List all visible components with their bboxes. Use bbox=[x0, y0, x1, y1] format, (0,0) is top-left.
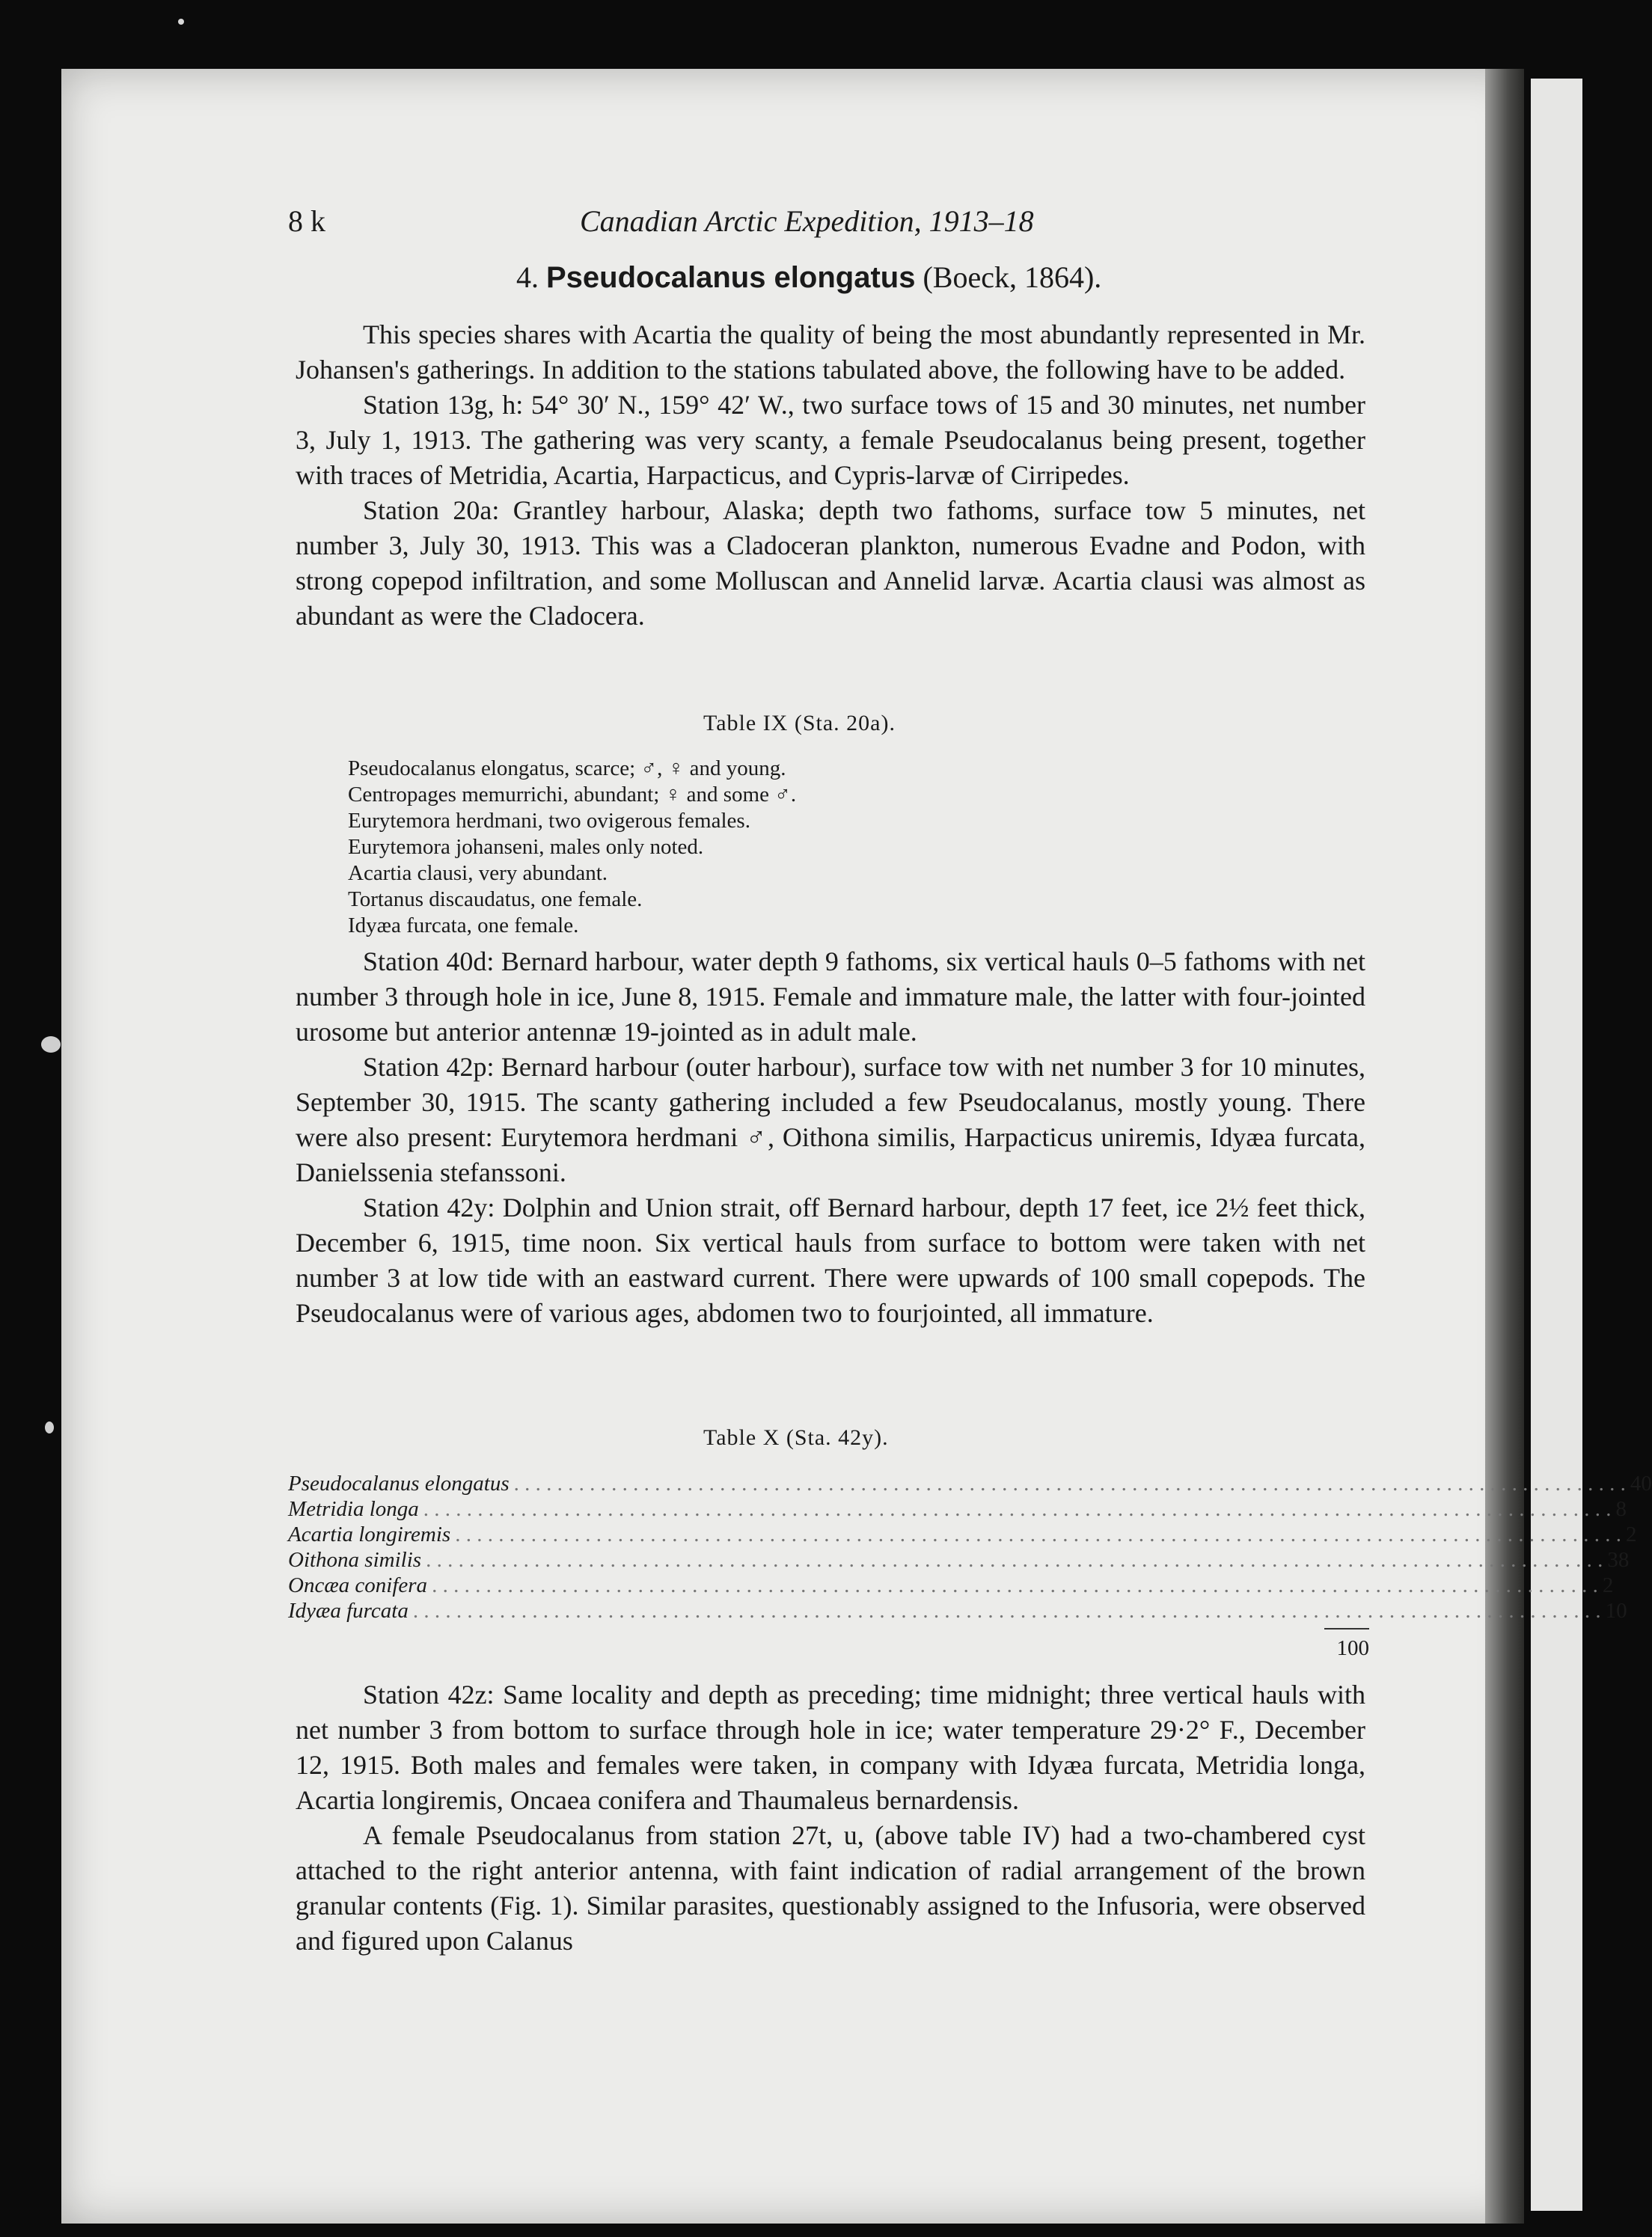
species-name: Pseudocalanus elongatus bbox=[288, 1472, 510, 1496]
table-ix-line: Idyæa furcata, one female. bbox=[348, 914, 579, 937]
scan-speck bbox=[178, 19, 184, 25]
table-ix-line: Tortanus discaudatus, one female. bbox=[348, 887, 643, 911]
table-x-row bbox=[288, 1522, 1637, 1547]
leader-dots: . . . . . . . . . . . . . . . . . . . . . . . . . . . . . . . . . . . . . . . . . . . . . . . . . . . . . . . . . . . . . . . . . . . . . . . . . . . . . . . . . . . . . . . . . . . . . . . . . . . . . . . . . . . . . bbox=[426, 1548, 1603, 1572]
table-ix bbox=[348, 756, 796, 939]
leader-dots: . . . . . . . . . . . . . . . . . . . . . . . . . . . . . . . . . . . . . . . . . . . . . . . . . . . . . . . . . . . . . . . . . . . . . . . . . . . . . . . . . . . . . . . . . . . . . . . . . . . . . . . . . . . . . . bbox=[423, 1497, 1612, 1521]
page-edge-shadow bbox=[1485, 69, 1524, 2224]
count-value: 2 bbox=[1625, 1523, 1637, 1546]
species-name: Oncæa conifera bbox=[288, 1573, 428, 1597]
paragraph: Station 42y: Dolphin and Union strait, off Bernard harbour, depth 17 feet, ice 2½ feet thick, December 6, 1915, time noon. Six vertical hauls from surface to bottom were taken with net number 3 at low tide with an eastward current. There were upwards of 100 small copepods. The Pseudocalanus were of various ages, abdomen two to fourjointed, all immature. bbox=[296, 1193, 1365, 1328]
paragraph: Station 42z: Same locality and depth as preceding; time midnight; three vertical hauls with net number 3 from bottom to surface through hole in ice; water temperature 29·2° F., December 12, 1915. Both males and females were taken, in company with Idyæa furcata, Metridia longa, Acartia longiremis, Oncaea conifera and Thaumaleus bernardensis. bbox=[296, 1680, 1365, 1815]
table-x-row bbox=[288, 1471, 1652, 1496]
table-x-row bbox=[288, 1496, 1627, 1522]
section-authority: (Boeck, 1864). bbox=[923, 260, 1102, 294]
leader-dots: . . . . . . . . . . . . . . . . . . . . . . . . . . . . . . . . . . . . . . . . . . . . . . . . . . . . . . . . . . . . . . . . . . . . . . . . . . . . . . . . . . . . . . . . . . . . . . . . . . . . . . . bbox=[513, 1472, 1626, 1496]
sum-rule bbox=[1324, 1628, 1369, 1629]
table-x-caption: Table X (Sta. 42y). bbox=[703, 1425, 889, 1450]
paragraph: Station 20a: Grantley harbour, Alaska; depth two fathoms, surface tow 5 minutes, net number 3, July 30, 1913. This was a Cladoceran plankton, numerous Evadne and Podon, with strong copepod infiltration, and some Molluscan and Annelid larvæ. Acartia clausi was almost as abundant as were the Cladocera. bbox=[296, 495, 1365, 631]
paragraph: Station 13g, h: 54° 30′ N., 159° 42′ W., two surface tows of 15 and 30 minutes, net number 3, July 1, 1913. The gathering was very scanty, a female Pseudocalanus being present, together with traces of Metridia, Acartia, Harpacticus, and Cypris-larvæ of Cirripedes. bbox=[296, 390, 1365, 490]
section-heading bbox=[516, 260, 1101, 295]
running-title: Canadian Arctic Expedition, 1913–18 bbox=[580, 204, 1034, 238]
species-name: Oithona similis bbox=[288, 1548, 422, 1572]
count-value: 8 bbox=[1615, 1497, 1627, 1521]
page-number: 8 k bbox=[288, 204, 325, 238]
table-x-row bbox=[288, 1547, 1630, 1573]
body-text-block-1 bbox=[296, 317, 1365, 634]
table-x bbox=[288, 1471, 1652, 1661]
scan-speck bbox=[45, 1422, 54, 1433]
table-ix-line: Pseudocalanus elongatus, scarce; ♂, ♀ and young. bbox=[348, 756, 786, 780]
table-ix-line: Acartia clausi, very abundant. bbox=[348, 861, 608, 885]
paragraph: This species shares with Acartia the quality of being the most abundantly represented in Mr. Johansen's gatherings. In addition to the stations tabulated above, the following have to be added. bbox=[296, 319, 1365, 385]
species-name: Acartia longiremis bbox=[288, 1523, 451, 1546]
page-header bbox=[288, 203, 1362, 241]
table-ix-line: Centropages memurrichi, abundant; ♀ and some ♂. bbox=[348, 783, 797, 807]
species-name: Idyæa furcata bbox=[288, 1599, 409, 1623]
count-value: 38 bbox=[1607, 1548, 1630, 1572]
paragraph: Station 40d: Bernard harbour, water depth 9 fathoms, six vertical hauls 0–5 fathoms with net number 3 through hole in ice, June 8, 1915. Female and immature male, the latter with four-jointed urosome but anterior antennæ 19-jointed as in adult male. bbox=[296, 946, 1365, 1047]
table-ix-line: Eurytemora herdmani, two ovigerous females. bbox=[348, 809, 750, 833]
table-x-row bbox=[288, 1573, 1614, 1598]
table-ix-caption: Table IX (Sta. 20a). bbox=[703, 711, 896, 735]
leader-dots: . . . . . . . . . . . . . . . . . . . . . . . . . . . . . . . . . . . . . . . . . . . . . . . . . . . . . . . . . . . . . . . . . . . . . . . . . . . . . . . . . . . . . . . . . . . . . . . . . . . . . . . . . . . . . . bbox=[412, 1599, 1601, 1623]
count-value: 40 bbox=[1630, 1472, 1652, 1496]
scan-speck bbox=[41, 1036, 61, 1053]
table-x-row bbox=[288, 1598, 1627, 1624]
species-name: Metridia longa bbox=[288, 1497, 419, 1521]
body-text-block-2 bbox=[296, 944, 1365, 1331]
section-species-name: Pseudocalanus elongatus bbox=[546, 261, 916, 294]
table-x-total: 100 bbox=[1336, 1636, 1369, 1660]
count-value: 10 bbox=[1605, 1599, 1627, 1623]
paragraph: Station 42p: Bernard harbour (outer harbour), surface tow with net number 3 for 10 minutes, September 30, 1915. The scanty gathering included a few Pseudocalanus, mostly young. There were also present: Eurytemora herdmani ♂, Oithona similis, Harpacticus uniremis, Idyæa furcata, Danielssenia stefanssoni. bbox=[296, 1052, 1365, 1187]
body-text-block-3 bbox=[296, 1677, 1365, 1959]
leader-dots: . . . . . . . . . . . . . . . . . . . . . . . . . . . . . . . . . . . . . . . . . . . . . . . . . . . . . . . . . . . . . . . . . . . . . . . . . . . . . . . . . . . . . . . . . . . . . . . . . . . . . . . . . . . . bbox=[432, 1573, 1598, 1597]
count-value: 2 bbox=[1602, 1573, 1614, 1597]
paragraph: A female Pseudocalanus from station 27t, u, (above table IV) had a two-chambered cyst attached to the right anterior antenna, with faint indication of radial arrangement of the brown granular contents (Fig. 1). Similar parasites, questionably assigned to the Infusoria, were observed and figured upon Calanus bbox=[296, 1820, 1365, 1956]
table-ix-line: Eurytemora johanseni, males only noted. bbox=[348, 835, 704, 859]
leader-dots: . . . . . . . . . . . . . . . . . . . . . . . . . . . . . . . . . . . . . . . . . . . . . . . . . . . . . . . . . . . . . . . . . . . . . . . . . . . . . . . . . . . . . . . . . . . . . . . . . . . . . . . . . . . . bbox=[455, 1523, 1621, 1546]
facing-page-strip bbox=[1531, 79, 1582, 2211]
section-number: 4. bbox=[516, 260, 539, 294]
